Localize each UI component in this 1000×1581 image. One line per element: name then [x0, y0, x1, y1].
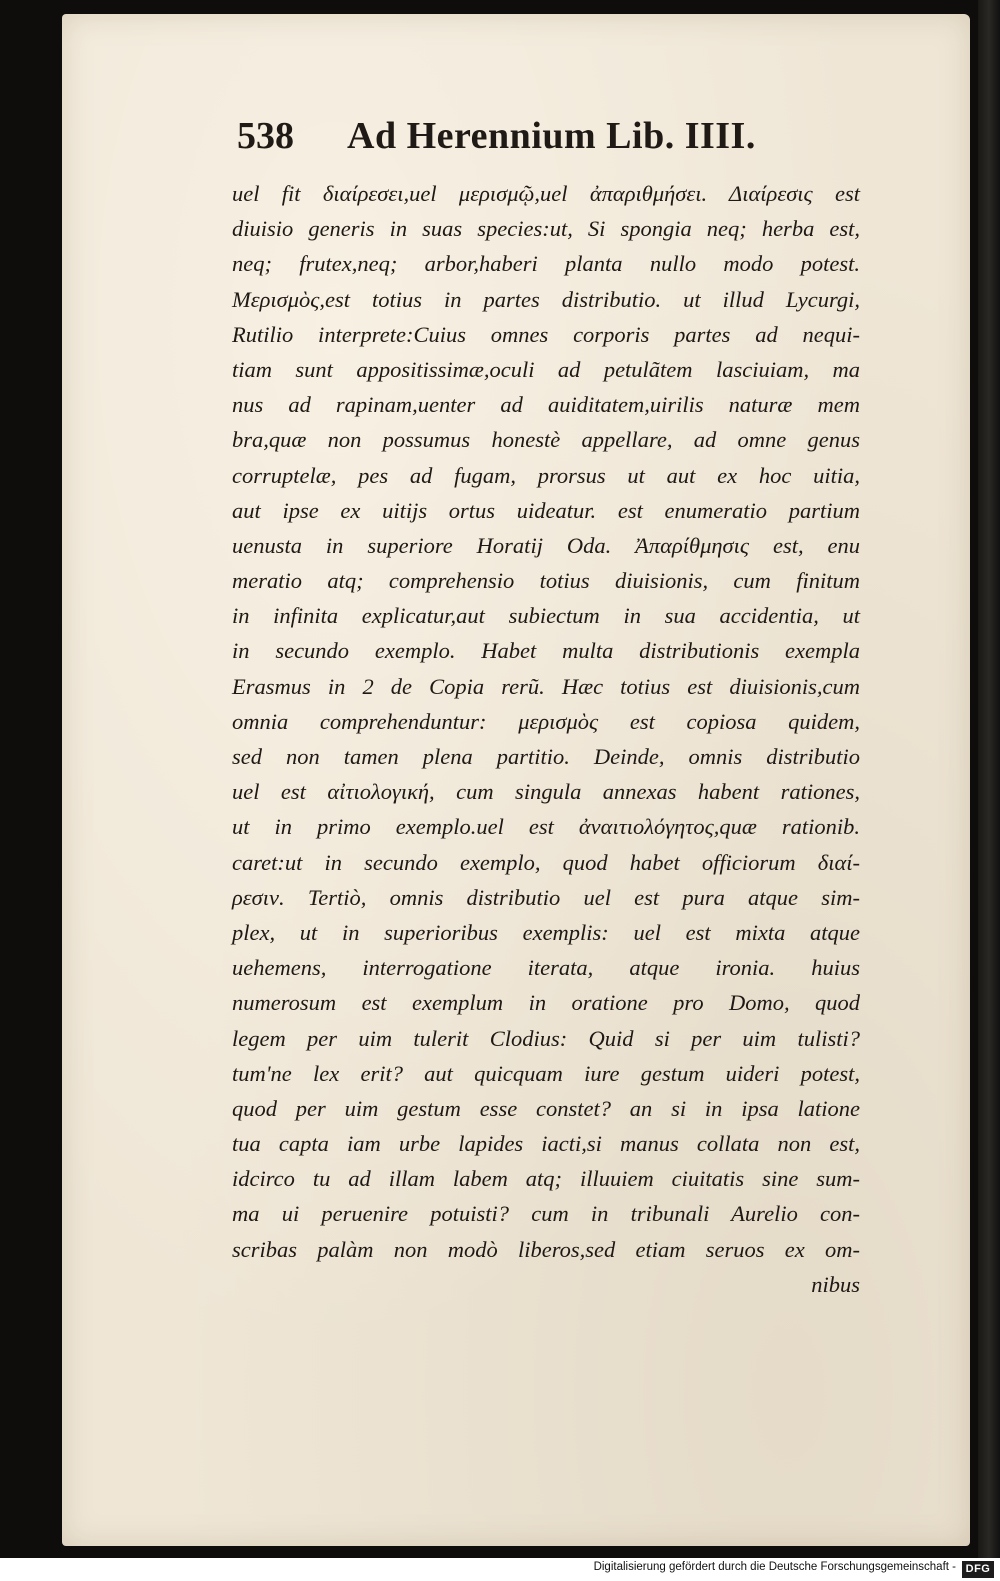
text-line: meratio atq; comprehensio totius diuisionis, cum finitum [232, 568, 860, 594]
text-line: ut in primo exemplo.uel est ἀναιτιολόγητος,quæ rationib. [232, 814, 860, 840]
text-line: quod per uim gestum esse constet? an si in ipsa latione [232, 1095, 860, 1121]
text-line: numerosum est exemplum in oratione pro Domo, quod [232, 990, 860, 1016]
text-line: plex, ut in superioribus exemplis: uel est mixta atque [232, 919, 860, 945]
text-line: neq; frutex,neq; arbor,haberi planta nullo modo potest. [232, 251, 860, 277]
body-text [232, 176, 860, 1302]
text-line: tum'ne lex erit? aut quicquam iure gestum uideri potest, [232, 1060, 860, 1086]
text-line: caret:ut in secundo exemplo, quod habet officiorum διαί- [232, 849, 860, 875]
funding-credit: Digitalisierung gefördert durch die Deutsche Forschungsgemeinschaft - [593, 1561, 956, 1573]
text-line: in infinita explicatur,aut subiectum in sua accidentia, ut [232, 603, 860, 629]
text-line: omnia comprehenduntur: μερισμὸς est copiosa quidem, [232, 708, 860, 734]
text-line: legem per uim tulerit Clodius: Quid si per uim tulisti? [232, 1025, 860, 1051]
text-line: Erasmus in 2 de Copia rerũ. Hæc totius est diuisionis,cum [232, 673, 860, 699]
dfg-logo: DFG [962, 1561, 994, 1578]
text-line: uehemens, interrogatione iterata, atque ironia. huius [232, 955, 860, 981]
text-line: nus ad rapinam,uenter ad auiditatem,uirilis naturæ mem [232, 392, 860, 418]
text-line: tiam sunt appositissimæ,oculi ad petulãtem lasciuiam, ma [232, 356, 860, 382]
running-head: Ad Herennium Lib. IIII. [347, 115, 756, 157]
text-line: uel fit διαίρεσει,uel μερισμῷ,uel ἀπαριθμήσει. Διαίρεσις est [232, 181, 860, 206]
text-line: bra,quæ non possumus honestè appellare, ad omne genus [232, 427, 860, 453]
text-line: diuisio generis in suas species:ut, Si spongia neq; herba est, [232, 216, 860, 242]
text-line: sed non tamen plena partitio. Deinde, omnis distributio [232, 744, 860, 769]
text-line: Μερισμὸς,est totius in partes distributio. ut illud Lycurgi, [232, 286, 860, 312]
text-line: ma ui peruenire potuisti? cum in tribunali Aurelio con- [232, 1201, 860, 1227]
text-line: in secundo exemplo. Habet multa distributionis exempla [232, 638, 860, 664]
text-line: ρεσιν. Tertiò, omnis distributio uel est pura atque sim- [232, 884, 860, 910]
text-line: corruptelæ, pes ad fugam, prorsus ut aut ex hoc uitia, [232, 462, 860, 488]
text-line: scribas palàm non modò liberos,sed etiam seruos ex om- [232, 1236, 860, 1262]
text-line: tua capta iam urbe lapides iacti,si manus collata non est, [232, 1131, 860, 1157]
text-line: Rutilio interprete:Cuius omnes corporis partes ad nequi- [232, 321, 860, 347]
footer-bar [0, 1558, 1000, 1581]
text-line: uenusta in superiore Horatij Oda. Ἀπαρίθμησις est, enu [232, 532, 860, 558]
text-line: idcirco tu ad illam labem atq; illuuiem ciuitatis sine sum- [232, 1166, 860, 1192]
page-header [237, 114, 837, 174]
catchword: nibus [811, 1271, 860, 1297]
book-edge [978, 0, 1000, 1558]
text-line: aut ipse ex uitijs ortus uideatur. est enumeratio partium [232, 497, 860, 523]
page-number: 538 [237, 115, 294, 157]
text-line: uel est αἰτιολογική, cum singula annexas habent rationes, [232, 779, 860, 805]
